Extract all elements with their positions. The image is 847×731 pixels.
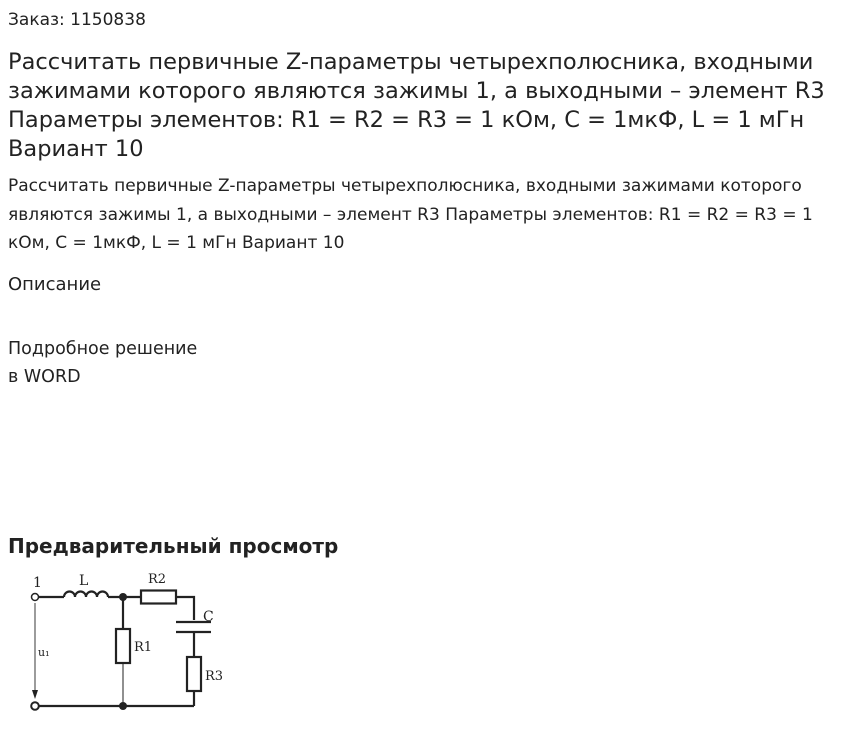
terminal-bottom bbox=[31, 702, 39, 710]
resistor-R2 bbox=[141, 591, 176, 604]
label-inductor: L bbox=[79, 573, 89, 589]
label-r2: R2 bbox=[148, 572, 167, 587]
description-line-1: Подробное решение bbox=[8, 339, 198, 359]
label-terminal: 1 bbox=[33, 575, 42, 591]
summary-text: Рассчитать первичные Z-параметры четырехполюсника, входными зажимами которого являются зажимы 1, а выходными – элемент R3 Параметры элементов: R1 = R2 = R3 = 1 кОм, С = 1мкФ, L = 1 мГн Вариант 10 bbox=[8, 176, 813, 253]
label-r1: R1 bbox=[134, 640, 153, 655]
order-number: Заказ: 1150838 bbox=[8, 10, 146, 30]
voltage-arrow-head bbox=[32, 690, 38, 699]
page-title: Рассчитать первичные Z-параметры четырехполюсника, входными зажимами которого являются зажимы 1, а выходными – элемент R3 Параметры элементов: R1 = R2 = R3 = 1 кОм, С = 1мкФ, L = 1 мГн Вариант 10 bbox=[8, 49, 825, 162]
terminal-top bbox=[32, 594, 39, 601]
circuit-diagram bbox=[24, 570, 234, 715]
wire-top-right bbox=[176, 597, 194, 620]
label-r3: R3 bbox=[205, 669, 224, 684]
label-capacitor: C bbox=[203, 609, 214, 625]
junction-bottom bbox=[119, 702, 127, 710]
resistor-R3 bbox=[187, 657, 201, 691]
resistor-R1 bbox=[116, 629, 130, 663]
label-voltage: u₁ bbox=[38, 646, 50, 659]
junction-top bbox=[119, 593, 127, 601]
description-text bbox=[8, 335, 197, 391]
preview-heading: Предварительный просмотр bbox=[8, 534, 339, 558]
description-line-2: в WORD bbox=[8, 367, 81, 387]
inductor-L bbox=[64, 592, 108, 598]
description-label: Описание bbox=[8, 274, 102, 295]
